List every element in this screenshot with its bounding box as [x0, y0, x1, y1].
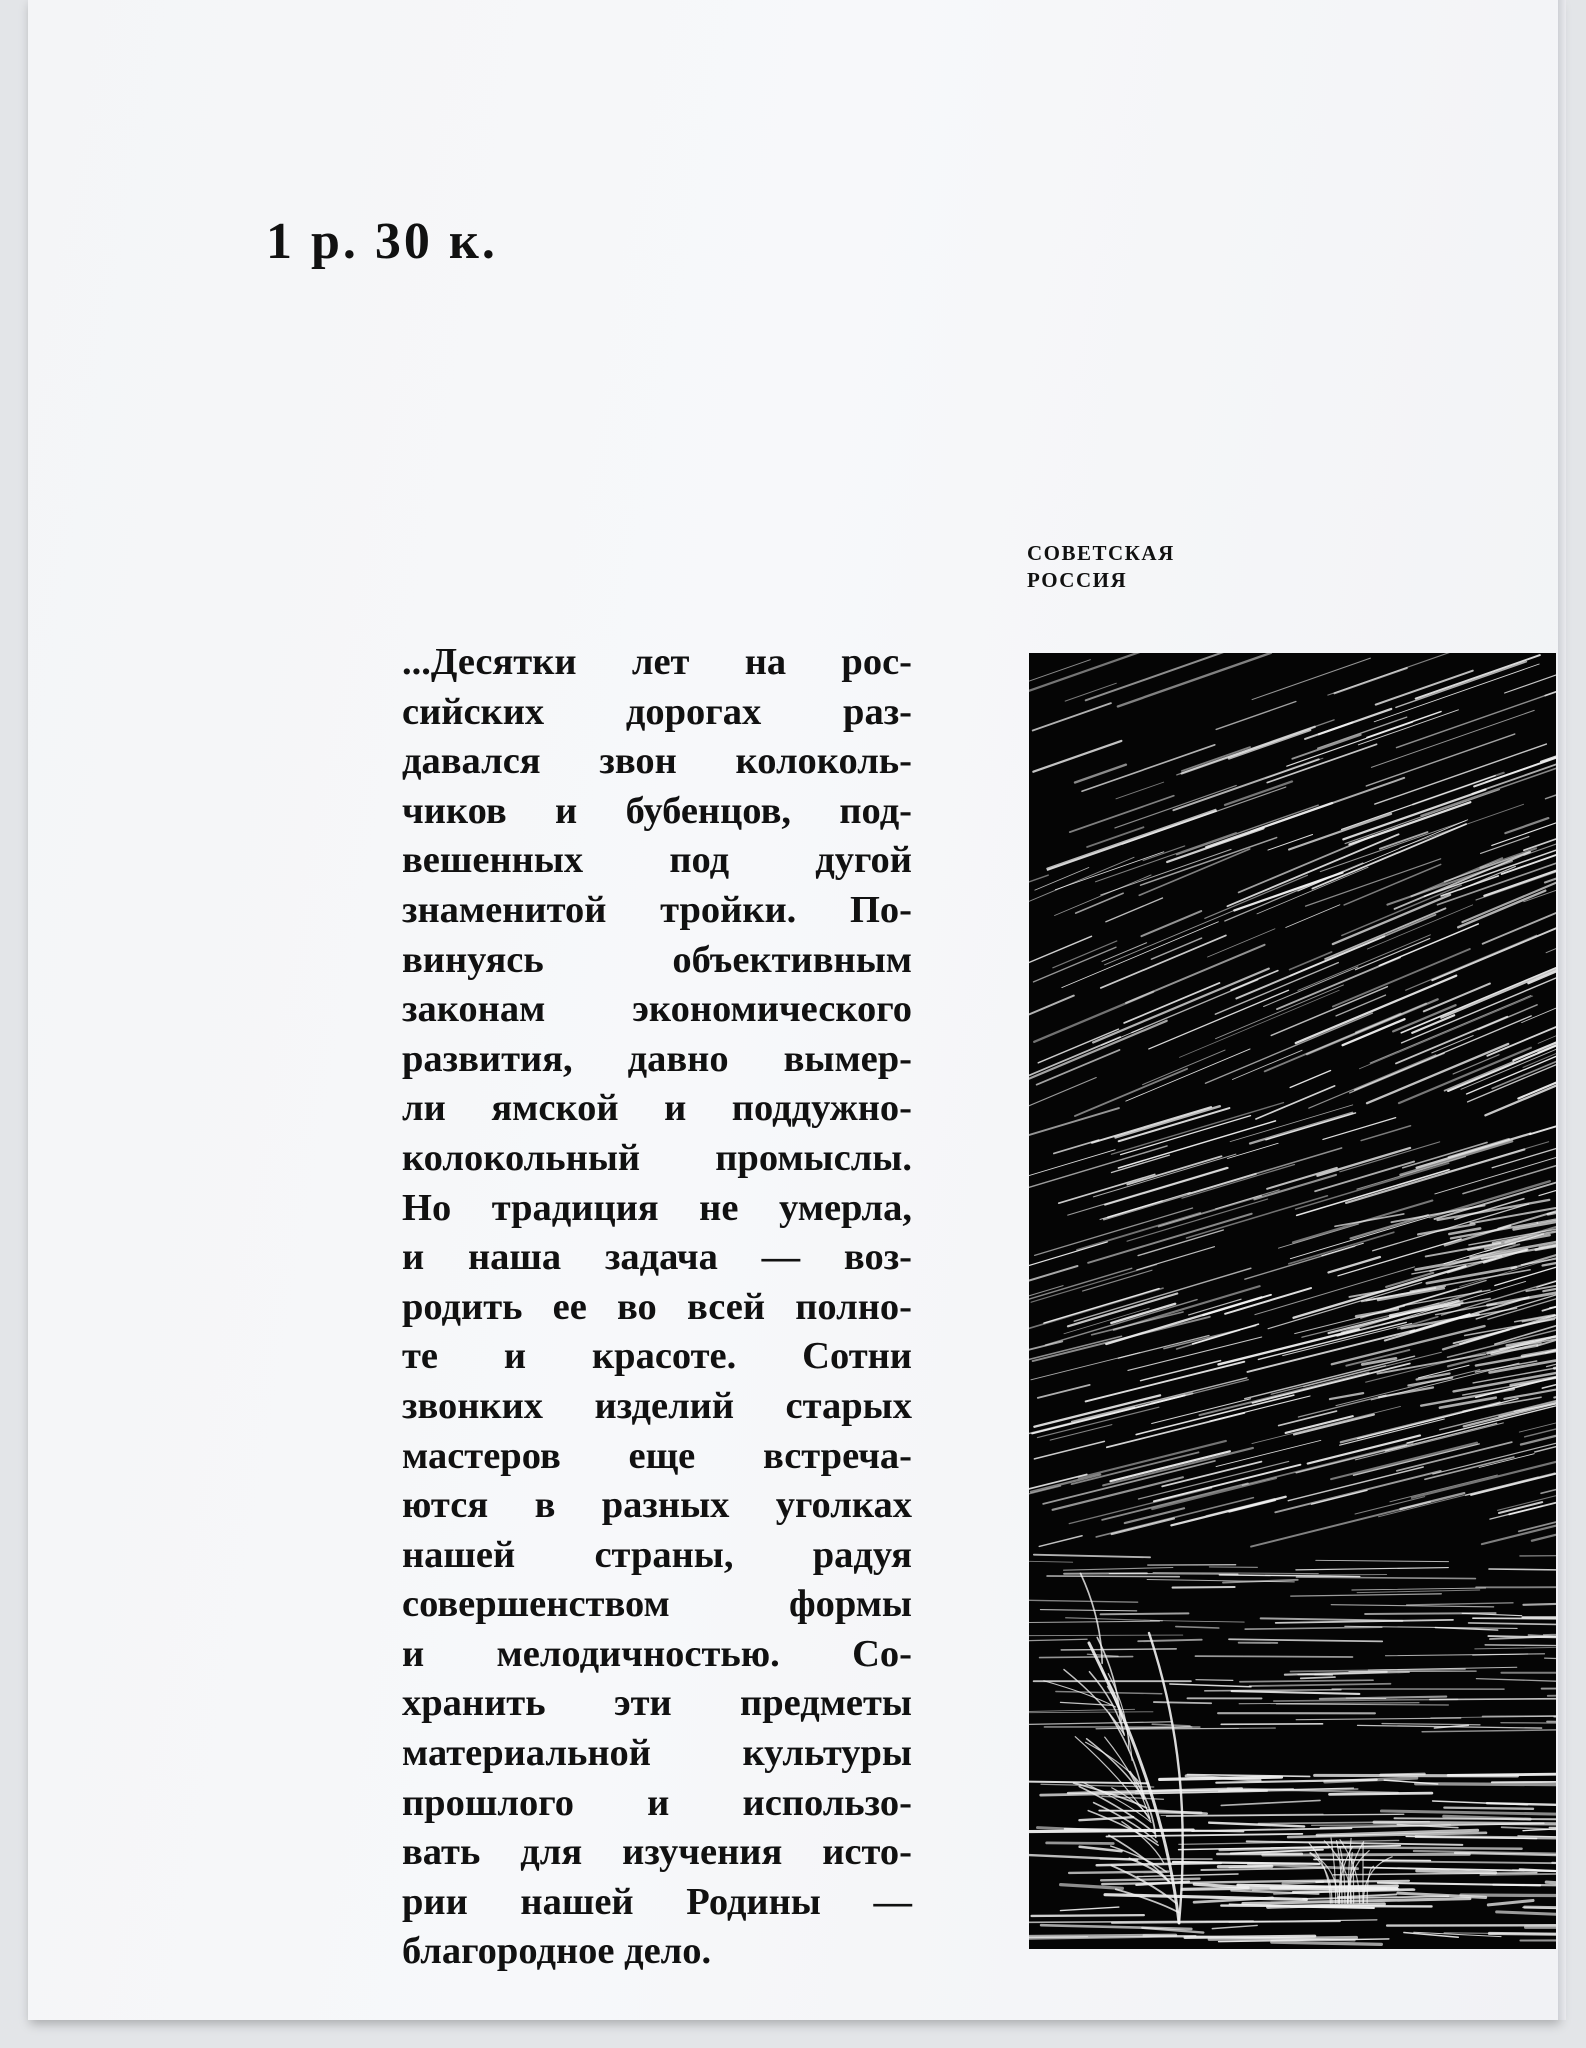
- engraving-stroke: [1268, 1283, 1422, 1329]
- blurb-line: Но традиция не умерла,: [402, 1186, 912, 1229]
- engraving-stroke: [1418, 1224, 1474, 1234]
- engraving-stroke: [1266, 1575, 1387, 1576]
- price-label: 1 р. 30 к.: [266, 213, 498, 270]
- engraving-stroke: [1029, 1108, 1119, 1136]
- engraving-stroke: [1170, 1684, 1251, 1687]
- engraving-stroke: [1435, 1142, 1556, 1194]
- engraving-stroke: [1200, 1373, 1369, 1415]
- engraving-stroke: [1381, 1811, 1556, 1814]
- blurb-line: материальной культуры: [402, 1732, 912, 1775]
- engraving-stroke: [1086, 1362, 1245, 1402]
- engraving-stroke: [1203, 1295, 1271, 1315]
- engraving-stroke: [1167, 828, 1263, 862]
- engraving-stroke: [1205, 1690, 1341, 1691]
- engraving-stroke: [1485, 1645, 1556, 1646]
- engraving-stroke: [1294, 1415, 1374, 1435]
- engraving-stroke: [1227, 1143, 1278, 1158]
- engraving-stroke: [1029, 1268, 1132, 1311]
- engraving-stroke: [1029, 1242, 1107, 1272]
- engraving-stroke: [1525, 1418, 1556, 1437]
- engraving-stroke: [1541, 699, 1556, 762]
- blurb-line: вать для изучения исто-: [402, 1831, 912, 1874]
- engraving-stroke: [1286, 1416, 1353, 1433]
- engraving-stroke: [1232, 1050, 1302, 1079]
- engraving-stroke: [1105, 911, 1234, 965]
- engraving-stroke: [1096, 833, 1237, 882]
- engraving-stroke: [1215, 1190, 1279, 1209]
- engraving-stroke: [1296, 1718, 1461, 1720]
- engraving-stroke: [1195, 1656, 1352, 1657]
- engraving-stroke: [1396, 662, 1527, 708]
- engraving-stroke: [1545, 1658, 1556, 1661]
- publisher-name: [1027, 540, 1175, 594]
- engraving-stroke: [1255, 1267, 1414, 1315]
- blurb-line: винуясь объективным: [402, 938, 912, 981]
- engraving-stroke: [1107, 1380, 1248, 1415]
- engraving-stroke: [1254, 1175, 1336, 1199]
- engraving-stroke: [1416, 655, 1540, 698]
- engraving-stroke: [1104, 1174, 1256, 1220]
- engraving-stroke: [1381, 1774, 1425, 1775]
- engraving-stroke: [1422, 1730, 1556, 1732]
- engraving-stroke: [1126, 1049, 1250, 1101]
- engraving-stroke: [1541, 1477, 1556, 1494]
- engraving-stroke: [1314, 1859, 1430, 1860]
- engraving-stroke: [1060, 1702, 1113, 1705]
- engraving-stroke: [1542, 1688, 1556, 1689]
- blurb-line: прошлого и использо-: [402, 1781, 912, 1824]
- engraving-stroke: [1274, 1699, 1458, 1701]
- engraving-stroke: [1064, 1567, 1173, 1570]
- engraving-stroke: [1031, 1475, 1100, 1492]
- blurb-line: рии нашей Родины —: [402, 1880, 912, 1923]
- engraving-stroke: [1059, 1174, 1155, 1203]
- engraving-stroke: [1466, 1473, 1555, 1495]
- publisher-line: СОВЕТСКАЯ: [1027, 541, 1175, 565]
- engraving-stroke: [1150, 1621, 1244, 1623]
- engraving-stroke: [1297, 1170, 1449, 1216]
- engraving-stroke: [1040, 1610, 1136, 1611]
- engraving-stroke: [1034, 1441, 1104, 1458]
- engraving-stroke: [1029, 1078, 1096, 1109]
- engraving-stroke: [1115, 1106, 1219, 1137]
- engraving-stroke: [1112, 1518, 1174, 1534]
- engraving-stroke: [1192, 1828, 1352, 1831]
- engraving-stroke: [1296, 1577, 1475, 1578]
- engraving-stroke: [1524, 809, 1556, 850]
- engraving-stroke: [1252, 658, 1370, 699]
- publisher-line: РОССИЯ: [1027, 568, 1128, 592]
- engraving-stroke: [1041, 1925, 1191, 1929]
- engraving-stroke: [1066, 1618, 1163, 1621]
- engraving-stroke: [1033, 1317, 1210, 1361]
- blurb-line: вешенных под дугой: [402, 839, 912, 882]
- engraving-stroke: [1461, 1895, 1556, 1896]
- engraving-stroke: [1546, 781, 1556, 799]
- engraving-stroke: [1029, 1781, 1148, 1783]
- engraving-stroke: [1212, 1925, 1257, 1928]
- engraving-stroke: [1383, 1861, 1556, 1863]
- engraving-stroke: [1476, 1679, 1556, 1682]
- engraving-stroke: [1291, 1594, 1442, 1596]
- engraving-stroke: [1374, 664, 1539, 722]
- engraving-stroke: [1101, 1613, 1189, 1614]
- engraving-stroke: [1361, 1126, 1410, 1141]
- engraving-stroke: [1033, 947, 1115, 982]
- engraving-stroke: [1048, 811, 1217, 870]
- engraving-stroke: [1382, 1724, 1480, 1725]
- engraving-stroke: [1225, 781, 1292, 804]
- engraving-stroke: [1116, 782, 1164, 799]
- engraving-stroke: [1505, 818, 1548, 833]
- engraving-stroke: [1448, 1773, 1556, 1775]
- engraving-stroke: [1417, 1134, 1531, 1168]
- engraving-stroke: [1417, 1871, 1496, 1873]
- engraving-stroke: [1092, 1107, 1211, 1143]
- engraving-stroke: [1351, 1215, 1428, 1238]
- engraving-stroke: [1221, 1906, 1431, 1907]
- engraving-stroke: [1061, 1885, 1123, 1889]
- blurb-line: законам экономического: [402, 988, 912, 1031]
- engraving-stroke: [1072, 1452, 1199, 1484]
- engraving-stroke: [1115, 785, 1236, 827]
- engraving-stroke: [1055, 852, 1163, 890]
- engraving-stroke: [1471, 1453, 1556, 1495]
- engraving-stroke: [1328, 653, 1500, 695]
- engraving-stroke: [1343, 790, 1485, 840]
- engraving-stroke: [1119, 1108, 1230, 1141]
- engraving-stroke: [1205, 875, 1308, 918]
- engraving-stroke: [1069, 1872, 1168, 1873]
- blurb-line: ются в разных уголках: [402, 1484, 912, 1527]
- engraving-stroke: [1221, 1800, 1320, 1805]
- blurb-line: совершенством формы: [402, 1583, 912, 1626]
- engraving-svg: [1029, 653, 1556, 1949]
- engraving-stroke: [1433, 1436, 1556, 1474]
- engraving-stroke: [1250, 1684, 1391, 1686]
- engraving-stroke: [1400, 1493, 1464, 1509]
- blurb-line: развития, давно вымер-: [402, 1037, 912, 1080]
- engraving-stroke: [1277, 957, 1400, 1009]
- engraving-stroke: [1218, 1329, 1358, 1364]
- engraving-stroke: [1328, 1257, 1379, 1272]
- engraving-stroke: [1101, 935, 1226, 988]
- engraving-stroke: [1159, 1812, 1201, 1813]
- engraving-stroke: [1029, 1600, 1138, 1602]
- engraving-stroke: [1338, 1847, 1521, 1848]
- engraving-stroke: [1441, 951, 1556, 1018]
- engraving-stroke: [1498, 1491, 1556, 1511]
- engraving-stroke: [1137, 1874, 1238, 1877]
- engraving-stroke: [1250, 1113, 1352, 1144]
- engraving-stroke: [1395, 852, 1531, 909]
- engraving-stroke: [1125, 1508, 1184, 1523]
- engraving-stroke: [1525, 1907, 1556, 1909]
- blurb-line: мастеров еще встреча-: [402, 1434, 912, 1477]
- engraving-stroke: [1370, 996, 1531, 1064]
- engraving-stroke: [1029, 1561, 1073, 1562]
- engraving-stroke: [1141, 838, 1277, 886]
- engraving-stroke: [1056, 1692, 1162, 1694]
- engraving-stroke: [1272, 1942, 1382, 1944]
- engraving-stroke: [1179, 990, 1339, 1057]
- blurb-line: нашей страны, радуя: [402, 1533, 912, 1576]
- engraving-stroke: [1075, 765, 1126, 783]
- engraving-stroke: [1317, 1148, 1410, 1176]
- engraving-stroke: [1406, 935, 1537, 990]
- engraving-stroke: [1033, 703, 1111, 730]
- winter-landscape-engraving-icon: [1029, 653, 1556, 1949]
- engraving-stroke: [1128, 1337, 1262, 1370]
- engraving-stroke: [1229, 1639, 1382, 1641]
- engraving-stroke: [1424, 984, 1490, 1012]
- engraving-stroke: [1225, 863, 1363, 921]
- engraving-stroke: [1054, 1140, 1099, 1153]
- engraving-stroke: [1367, 712, 1441, 738]
- engraving-stroke: [1229, 730, 1310, 758]
- engraving-stroke: [1118, 1336, 1209, 1359]
- engraving-stroke: [1278, 1224, 1358, 1248]
- engraving-stroke: [1549, 1828, 1556, 1829]
- engraving-stroke: [1072, 1378, 1247, 1422]
- engraving-stroke: [1245, 1627, 1382, 1629]
- engraving-stroke: [1132, 980, 1258, 1033]
- engraving-stroke: [1216, 702, 1296, 730]
- engraving-stroke: [1292, 735, 1360, 759]
- engraving-stroke: [1035, 867, 1089, 890]
- engraving-stroke: [1070, 796, 1174, 832]
- engraving-stroke: [1544, 1632, 1556, 1635]
- engraving-stroke: [1386, 1273, 1433, 1287]
- engraving-stroke: [1102, 943, 1147, 962]
- engraving-stroke: [1029, 1021, 1167, 1087]
- engraving-stroke: [1252, 1406, 1401, 1443]
- engraving-stroke: [1352, 1588, 1486, 1590]
- engraving-stroke: [1276, 1704, 1448, 1705]
- engraving-stroke: [1469, 1623, 1556, 1625]
- engraving-stroke: [1033, 741, 1121, 772]
- engraving-stroke: [1384, 1780, 1437, 1784]
- engraving-stroke: [1196, 1680, 1233, 1681]
- engraving-stroke: [1075, 1069, 1187, 1116]
- engraving-stroke: [1350, 1053, 1444, 1093]
- engraving-stroke: [1221, 1724, 1322, 1725]
- engraving-stroke: [1489, 1569, 1556, 1571]
- engraving-stroke: [1481, 837, 1529, 854]
- engraving-stroke: [1492, 1781, 1556, 1782]
- engraving-stroke: [1444, 1808, 1533, 1809]
- engraving-stroke: [1101, 1879, 1199, 1881]
- blurb-line: и наша задача — воз-: [402, 1236, 912, 1279]
- engraving-stroke: [1032, 1915, 1144, 1916]
- engraving-stroke: [1029, 1336, 1122, 1366]
- engraving-stroke: [1268, 834, 1313, 850]
- engraving-stroke: [1325, 908, 1445, 959]
- engraving-stroke: [1548, 1695, 1556, 1696]
- engraving-stroke: [1523, 1603, 1556, 1605]
- cover-edge: [1558, 0, 1566, 2020]
- engraving-stroke: [1205, 1013, 1372, 1083]
- blurb-line: колокольный промыслы.: [402, 1136, 912, 1179]
- engraving-stroke: [1434, 1174, 1556, 1219]
- engraving-stroke: [1394, 1818, 1556, 1819]
- engraving-stroke: [1106, 1834, 1302, 1837]
- engraving-stroke: [1208, 929, 1275, 957]
- engraving-stroke: [1546, 934, 1556, 953]
- blurb-line: знаменитой тройки. По-: [402, 888, 912, 931]
- engraving-stroke: [1271, 1366, 1385, 1395]
- engraving-stroke: [1093, 1154, 1236, 1197]
- engraving-stroke: [1501, 1723, 1556, 1724]
- engraving-stroke: [1357, 1590, 1480, 1593]
- engraving-stroke: [1323, 1118, 1396, 1140]
- engraving-stroke: [1164, 1326, 1256, 1349]
- engraving-stroke: [1047, 810, 1215, 869]
- blurb-line: и мелодичностью. Со-: [402, 1632, 912, 1675]
- engraving-stroke: [1296, 1568, 1448, 1570]
- engraving-stroke: [1296, 1445, 1406, 1473]
- engraving-stroke: [1029, 1621, 1159, 1623]
- engraving-stroke: [1040, 1657, 1133, 1658]
- engraving-stroke: [1124, 983, 1219, 1023]
- engraving-stroke: [1322, 1243, 1364, 1255]
- engraving-stroke: [1440, 1388, 1556, 1429]
- engraving-stroke: [1358, 1725, 1542, 1728]
- engraving-stroke: [1487, 1803, 1556, 1807]
- engraving-stroke: [1344, 864, 1441, 905]
- engraving-stroke: [1342, 885, 1461, 935]
- engraving-stroke: [1154, 1702, 1211, 1703]
- engraving-stroke: [1149, 990, 1289, 1049]
- engraving-stroke: [1520, 1555, 1556, 1556]
- engraving-stroke: [1365, 1613, 1495, 1614]
- engraving-stroke: [1261, 1618, 1403, 1620]
- engraving-stroke: [1176, 1627, 1219, 1628]
- engraving-stroke: [1039, 1536, 1082, 1547]
- engraving-stroke: [1488, 1900, 1533, 1904]
- engraving-stroke: [1385, 1654, 1544, 1656]
- engraving-stroke: [1047, 1843, 1114, 1844]
- engraving-stroke: [1232, 1691, 1360, 1694]
- book-back-cover: [28, 0, 1558, 2020]
- engraving-stroke: [1239, 1703, 1419, 1704]
- engraving-stroke: [1475, 1646, 1556, 1649]
- engraving-stroke: [1401, 964, 1556, 1033]
- engraving-stroke: [1034, 1555, 1150, 1558]
- blurb-line: давался звон колоколь-: [402, 740, 912, 783]
- blurb-line: благородное дело.: [402, 1930, 712, 1973]
- blurb-line: ли ямской и поддужно-: [402, 1087, 912, 1130]
- engraving-stroke: [1243, 1443, 1413, 1486]
- engraving-stroke: [1106, 898, 1163, 922]
- engraving-stroke: [1077, 1213, 1200, 1250]
- engraving-stroke: [1286, 905, 1340, 928]
- engraving-stroke: [1061, 1649, 1176, 1650]
- engraving-stroke: [1316, 1560, 1449, 1561]
- engraving-stroke: [1289, 1232, 1394, 1264]
- engraving-stroke: [1497, 1912, 1556, 1917]
- engraving-stroke: [1432, 1036, 1473, 1053]
- engraving-stroke: [1029, 996, 1074, 1030]
- engraving-stroke: [1505, 665, 1556, 693]
- engraving-stroke: [1029, 660, 1090, 694]
- engraving-stroke: [1038, 1385, 1090, 1398]
- engraving-stroke: [1330, 1393, 1363, 1399]
- engraving-stroke: [1240, 1680, 1373, 1682]
- engraving-stroke: [1182, 747, 1250, 771]
- engraving-stroke: [1138, 1640, 1201, 1642]
- engraving-stroke: [1290, 1071, 1330, 1088]
- engraving-stroke: [1378, 1883, 1540, 1886]
- engraving-stroke: [1371, 710, 1534, 767]
- engraving-stroke: [1047, 1576, 1179, 1577]
- blurb-line: сийских дорогах раз-: [402, 690, 912, 733]
- engraving-stroke: [1100, 1192, 1190, 1219]
- blurb-line: звонких изделий старых: [402, 1384, 912, 1427]
- engraving-stroke: [1029, 1722, 1172, 1725]
- engraving-stroke: [1338, 1239, 1461, 1276]
- engraving-stroke: [1267, 744, 1376, 782]
- engraving-stroke: [1355, 1016, 1532, 1090]
- engraving-stroke: [1152, 1724, 1190, 1726]
- engraving-stroke: [1379, 1387, 1433, 1397]
- engraving-stroke: [1397, 1442, 1512, 1471]
- engraving-stroke: [1266, 758, 1323, 778]
- blurb-line: чиков и бубенцов, под-: [402, 789, 912, 832]
- engraving-stroke: [1173, 1587, 1235, 1588]
- engraving-stroke: [1201, 1868, 1324, 1870]
- engraving-stroke: [1343, 1019, 1405, 1045]
- engraving-stroke: [1112, 1155, 1170, 1172]
- engraving-stroke: [1264, 967, 1358, 1007]
- engraving-stroke: [1029, 1712, 1153, 1713]
- blurb-line: ...Десятки лет на рос-: [402, 641, 912, 683]
- blurb-line: хранить эти предметы: [402, 1682, 912, 1725]
- engraving-stroke: [1458, 891, 1545, 928]
- engraving-stroke: [1554, 1717, 1556, 1719]
- engraving-stroke: [1102, 1483, 1248, 1519]
- engraving-stroke: [1060, 1907, 1118, 1910]
- engraving-stroke: [1185, 1936, 1315, 1937]
- engraving-stroke: [1118, 653, 1271, 706]
- engraving-stroke: [1029, 1635, 1183, 1636]
- engraving-stroke: [1366, 734, 1514, 786]
- engraving-stroke: [1376, 671, 1473, 705]
- engraving-stroke: [1296, 976, 1456, 1043]
- engraving-stroke: [1152, 1399, 1251, 1424]
- engraving-stroke: [1416, 1250, 1527, 1270]
- engraving-branch: [1116, 1889, 1179, 1912]
- engraving-stroke: [1407, 1603, 1513, 1605]
- engraving-stroke: [1301, 1677, 1335, 1678]
- blurb-line: те и красоте. Сотни: [402, 1335, 912, 1378]
- engraving-stroke: [1109, 1574, 1238, 1575]
- blurb-line: родить ее во всей полно-: [402, 1285, 912, 1328]
- engraving-stroke: [1029, 1639, 1087, 1641]
- blurb-text: [402, 638, 912, 1977]
